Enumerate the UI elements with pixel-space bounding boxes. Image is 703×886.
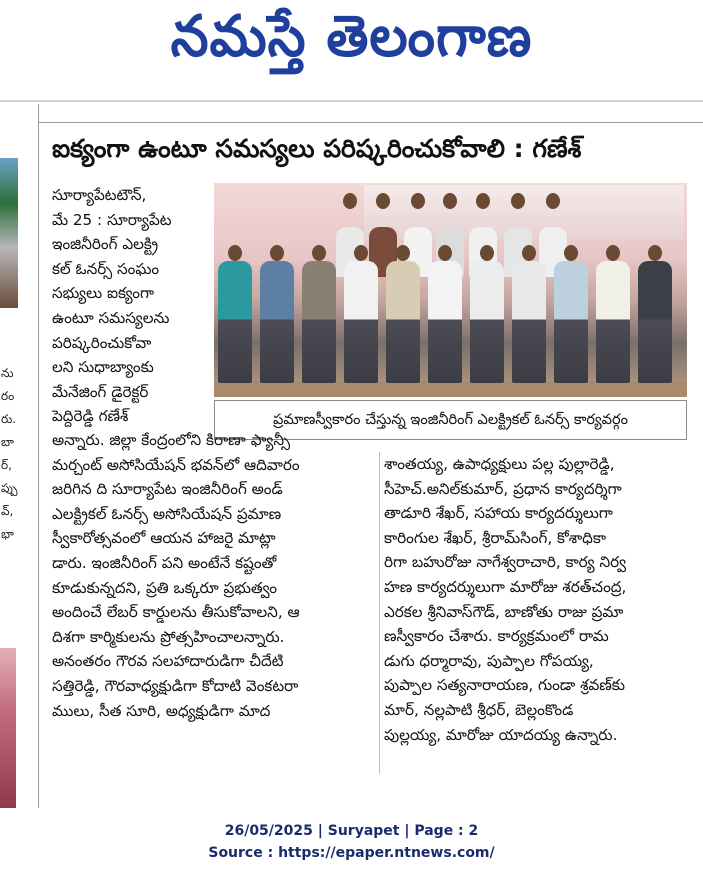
article-text-line: సత్తిరెడ్డి, గౌరవాధ్యక్షుడిగా కోదాటి వెంకటరా <box>52 676 299 695</box>
article-text-line: ఇంజినీరింగ్ ఎలక్ట్రి <box>52 235 159 254</box>
photo-person-head <box>354 245 368 261</box>
article-text-line: లని సుధాబ్యాంకు <box>52 358 154 377</box>
photo-person-head <box>396 245 410 261</box>
article-text-line: జరిగిన ది సూర్యాపేట ఇంజినీరింగ్ అండ్ <box>52 480 283 499</box>
article-text-line: సభ్యులు ఐక్యంగా <box>52 284 154 303</box>
page-footer <box>0 820 703 864</box>
article-text-line: పరిష్కరించుకోవా <box>52 333 152 352</box>
article-text-line: ఎరకల శ్రీనివాస్‌గౌడ్, బాణోతు రాజు ప్రమా <box>384 602 624 621</box>
article-text-line: శాంతయ్య, ఉపాధ్యక్షులు పల్ల పుల్లారెడ్డి, <box>384 455 615 473</box>
photo-person-head <box>648 245 662 261</box>
photo-person-head <box>438 245 452 261</box>
article-text-line: పుల్లయ్య, మారోజు యాదయ్య ఉన్నారు. <box>384 725 618 744</box>
article-text-line: మేనేజింగ్ డైరెక్టర్ <box>52 382 149 401</box>
column-divider <box>379 452 380 774</box>
photo-person-head <box>476 193 490 209</box>
photo-person-head <box>343 193 357 209</box>
article-photo <box>214 183 687 397</box>
photo-person-head <box>376 193 390 209</box>
adjacent-article-text <box>1 363 35 547</box>
photo-person-head <box>480 245 494 261</box>
adjacent-text-fragment: బా <box>1 435 14 449</box>
article-text-line: ఉంటూ సమస్యలను <box>52 308 170 327</box>
article-text-line: కూడుకున్నదని, ప్రతి ఒక్కరూ ప్రభుత్వం <box>52 578 277 597</box>
photo-person-head <box>606 245 620 261</box>
photo-person <box>260 261 294 383</box>
article-text-line: ణస్వీకారం చేశారు. కార్యక్రమంలో రామ <box>384 627 609 646</box>
adjacent-text-fragment: ప్పు <box>1 481 18 495</box>
photo-person <box>470 261 504 383</box>
article-text-line: ములు, సీత సూరి, అధ్యక్షుడిగా మాద <box>52 701 271 720</box>
article-text-line: అన్నారు. జిల్లా కేంద్రంలోని కిరాణా ఫ్యాన్సీ <box>52 431 291 449</box>
article-text-line: మార్, నల్లపాటి శ్రీధర్, బెల్లంకొండ <box>384 700 574 719</box>
photo-person <box>386 261 420 383</box>
photo-caption: ప్రమాణస్వీకారం చేస్తున్న ఇంజినీరింగ్ ఎలక్ట్రికల్ ఓనర్స్ కార్యవర్గం <box>214 400 687 440</box>
footer-date-edition: 26/05/2025 | Suryapet | Page : 2 <box>224 823 479 839</box>
article-text-line: రిగా బహురోజు నాగేశ్వరాచారి, కార్య నిర్వ <box>384 553 627 572</box>
photo-floor <box>214 381 687 397</box>
article-column-right <box>384 452 688 747</box>
photo-person <box>344 261 378 383</box>
photo-person <box>428 261 462 383</box>
article-text-line: సీహెచ్.అనిల్‌కుమార్, ప్రధాన కార్యదర్శిగా <box>384 479 622 498</box>
headline-rule-top <box>38 122 703 123</box>
article-text-line: ఎలక్ట్రికల్ ఓనర్స్ అసోసియేషన్ ప్రమాణ <box>52 504 282 523</box>
photo-person-head <box>564 245 578 261</box>
article-text-line: కారింగుల శేఖర్, శ్రీరామ్‌సింగ్, కోశాధికా <box>384 528 607 547</box>
photo-person-head <box>443 193 457 209</box>
adjacent-text-fragment: ను <box>1 366 14 380</box>
photo-person <box>512 261 546 383</box>
photo-person-head <box>228 245 242 261</box>
photo-person <box>638 261 672 383</box>
photo-person-head <box>546 193 560 209</box>
adjacent-text-fragment: వ్, <box>1 504 14 518</box>
adjacent-photo-bottom <box>0 648 16 808</box>
article-text-line: అనంతరం గౌరవ సలహాదారుడిగా చీదేటి <box>52 652 284 671</box>
article-text-line: డుగు ధర్మారావు, పుప్పాల గోపయ్య, <box>384 651 594 670</box>
article-text-line: మర్చంట్ అసోసియేషన్ భవన్‌లో ఆదివారం <box>52 455 300 474</box>
photo-person-head <box>411 193 425 209</box>
article-text-line: మే 25 : సూర్యాపేట <box>52 210 172 229</box>
photo-person <box>302 261 336 383</box>
article-text-line: డారు. ఇంజినీరింగ్ పని అంటేనే కష్టంతో <box>52 553 277 572</box>
adjacent-article-strip <box>0 128 36 808</box>
masthead <box>0 0 703 86</box>
article-text-line: హణ కార్యదర్శులుగా మారోజు శరత్‌చంద్ర, <box>384 577 627 596</box>
photo-person <box>596 261 630 383</box>
article-text-line: కల్ ఓనర్స్ సంఘం <box>52 259 160 278</box>
photo-person-head <box>312 245 326 261</box>
adjacent-photo-top <box>0 158 18 308</box>
article-text-line: స్వీకారోత్సవంలో ఆయన హాజరై మాట్లా <box>52 529 276 548</box>
photo-person <box>554 261 588 383</box>
column-rule-left <box>38 104 39 808</box>
photo-person-head <box>511 193 525 209</box>
article-column-left-top <box>52 183 207 429</box>
article-headline: ఐక్యంగా ఉంటూ సమస్యలు పరిష్కరించుకోవాలి : గణేశ్ <box>52 134 582 163</box>
photo-person-head <box>270 245 284 261</box>
adjacent-text-fragment: ర్, <box>1 458 12 472</box>
article-column-left-bottom <box>52 428 375 723</box>
footer-source: Source : https://epaper.ntnews.com/ <box>208 845 495 861</box>
article-text-line: పెద్దిరెడ్డి గణేశ్ <box>52 407 129 426</box>
photo-person <box>218 261 252 383</box>
article-text-line: దిశగా కార్మికులను ప్రోత్సహించాలన్నారు. <box>52 627 285 646</box>
article-text-line: తాడూరి శేఖర్, సహాయ కార్యదర్శులుగా <box>384 504 613 523</box>
adjacent-text-fragment: రు. <box>1 412 17 426</box>
article-text-line: పుప్పాల సత్యనారాయణ, గుండా శ్రవణ్‌కు <box>384 676 625 695</box>
newspaper-logo: నమస్తే తెలంగాణ <box>170 2 533 69</box>
adjacent-text-fragment: రం <box>1 389 15 403</box>
article-text-line: సూర్యాపేటటౌన్, <box>52 186 147 204</box>
adjacent-text-fragment: భా <box>1 527 14 541</box>
article-text-line: అందించే లేబర్ కార్డులను తీసుకోవాలని, ఆ <box>52 603 300 622</box>
photo-person-head <box>522 245 536 261</box>
